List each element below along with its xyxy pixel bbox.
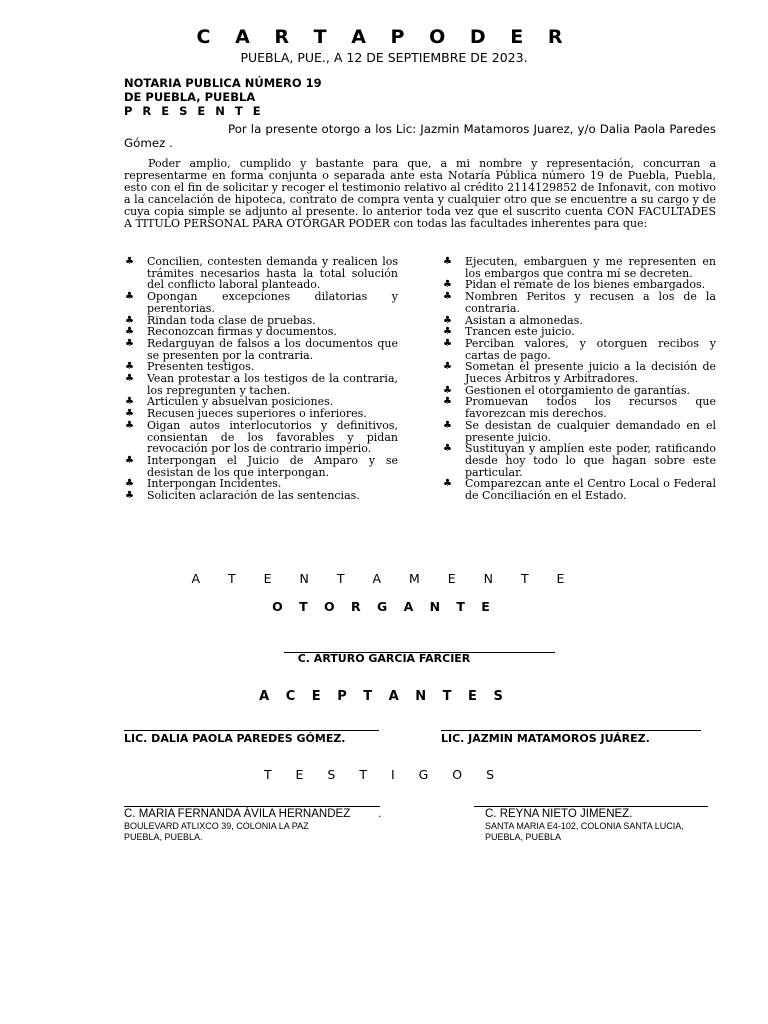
aceptante-2-signature-line <box>441 730 701 731</box>
power-item <box>442 256 716 279</box>
club-bullet-icon: ♣ <box>443 384 452 396</box>
power-item <box>124 338 398 361</box>
witness-2-name: C. REYNA NIETO JIMENEZ. <box>485 808 633 820</box>
power-item <box>442 361 716 384</box>
witness-1-address-line-2: PUEBLA, PUEBLA. <box>124 832 203 842</box>
club-bullet-icon: ♣ <box>443 443 452 455</box>
aceptante-1-name: LIC. DALIA PAOLA PAREDES GÓMEZ. <box>124 732 346 745</box>
power-item-text: Articulen y absuelvan posiciones. <box>147 395 334 409</box>
power-item <box>124 373 398 396</box>
power-item-text: Concilien, contesten demanda y realicen los trámites necesarios hasta la total solución del conflicto laboral planteado. <box>147 255 398 292</box>
power-item-text: Interpongan el Juicio de Amparo y se desistan de los que interpongan. <box>147 453 398 479</box>
power-item-text: Recusen jueces superiores o inferiores. <box>147 407 367 421</box>
club-bullet-icon: ♣ <box>125 454 134 466</box>
power-item-text: Ejecuten, embarguen y me representen en los embargos que contra mí se decreten. <box>465 255 716 280</box>
power-item-text: Opongan excepciones dilatorias y perentorias. <box>147 290 398 315</box>
witness-2 <box>485 808 684 843</box>
power-item-text: Soliciten aclaración de las sentencias. <box>147 489 360 503</box>
power-item-text: Trancen este juicio. <box>465 325 575 339</box>
club-bullet-icon: ♣ <box>443 396 452 408</box>
aceptantes-heading: A C E P T A N T E S <box>259 689 509 704</box>
power-item <box>442 338 716 361</box>
power-item-text: Presenten testigos. <box>147 360 255 374</box>
witness-2-address-line-2: PUEBLA, PUEBLA <box>485 832 562 842</box>
aceptante-2-name: LIC. JAZMIN MATAMOROS JUÁREZ. <box>441 732 650 745</box>
club-bullet-icon: ♣ <box>125 408 134 420</box>
grant-paragraph: Por la presente otorgo a los Lic: Jazmin Matamoros Juarez, y/o Dalia Paola Paredes Gómez . <box>124 122 716 150</box>
witness-1-address-line-1: BOULEVARD ATLIXCO 39, COLONIA LA PAZ <box>124 821 309 831</box>
club-bullet-icon: ♣ <box>443 419 452 431</box>
power-item <box>124 256 398 291</box>
addressee-line-1: NOTARIA PUBLICA NÚMERO 19 <box>124 76 322 90</box>
powers-list-right <box>442 256 716 502</box>
power-item <box>442 443 716 478</box>
powers-paragraph: Poder amplio, cumplido y bastante para que, a mi nombre y representación, concurran a representarme en forma conjunta o separada ante esta Notaría Pública número 19 de Puebla, Puebla, esto con el fin de solicitar y recoger el testimonio relativo al crédito 2114129852 de Infonavit, con motivo a la cancelación de hipoteca, contrato de compra venta y cualquier otro que se encuentre a su cargo y de cuya copia simple se adjunto al presente. lo anterior toda vez que el suscrito cuenta CON FACULTADES A TITULO PERSONAL PARA OTORGAR PODER con todas las facultades inherentes para que: <box>124 157 716 230</box>
power-item-text: Interpongan Incidentes. <box>147 477 282 491</box>
club-bullet-icon: ♣ <box>125 361 134 373</box>
club-bullet-icon: ♣ <box>443 478 452 490</box>
aceptante-1-signature-line <box>124 730 379 731</box>
club-bullet-icon: ♣ <box>125 337 134 349</box>
club-bullet-icon: ♣ <box>125 396 134 408</box>
powers-list-left <box>124 256 398 502</box>
power-item <box>442 396 716 419</box>
club-bullet-icon: ♣ <box>125 314 134 326</box>
addressee-line-2: DE PUEBLA, PUEBLA <box>124 90 256 104</box>
power-item <box>124 455 398 478</box>
witness-1-mark: . <box>378 808 382 820</box>
club-bullet-icon: ♣ <box>125 291 134 303</box>
power-item-text: Asistan a almonedas. <box>465 313 583 327</box>
witness-2-address-line-1: SANTA MARIA E4-102, COLONIA SANTA LUCIA, <box>485 821 684 831</box>
witness-1-signature-line <box>124 806 380 807</box>
power-item-text: Vean protestar a los testigos de la contraria, los repregunten y tachen. <box>147 372 398 397</box>
power-item <box>442 291 716 314</box>
power-item <box>124 291 398 314</box>
club-bullet-icon: ♣ <box>443 279 452 291</box>
witness-1 <box>124 808 381 843</box>
power-item-text: Pidan el remate de los bienes embargados. <box>465 278 706 292</box>
club-bullet-icon: ♣ <box>125 256 134 267</box>
club-bullet-icon: ♣ <box>443 314 452 326</box>
club-bullet-icon: ♣ <box>443 291 452 303</box>
club-bullet-icon: ♣ <box>443 326 452 338</box>
power-item-text: Oigan autos interlocutorios y definitivos, consientan de los favorables y pidan revocación por los de contrario imperio. <box>147 418 398 456</box>
club-bullet-icon: ♣ <box>443 361 452 373</box>
addressee-presente: P R E S E N T E <box>124 104 264 118</box>
power-item-text: Comparezcan ante el Centro Local o Federal de Conciliación en el Estado. <box>465 477 716 503</box>
club-bullet-icon: ♣ <box>125 326 134 338</box>
club-bullet-icon: ♣ <box>125 419 134 431</box>
club-bullet-icon: ♣ <box>443 256 452 267</box>
power-item <box>442 420 716 443</box>
otorgante-heading: O T O R G A N T E <box>272 599 496 614</box>
club-bullet-icon: ♣ <box>125 373 134 385</box>
power-item-text: Perciban valores, y otorguen recibos y cartas de pago. <box>465 336 716 362</box>
witness-1-name: C. MARIA FERNANDA ÁVILA HERNANDEZ . <box>124 808 382 820</box>
power-item <box>124 420 398 455</box>
power-item-text: Promuevan todos los recursos que favorezcan mis derechos. <box>465 395 716 421</box>
power-item-text: Gestionen el otorgamiento de garantías. <box>465 383 690 397</box>
otorgante-name: C. ARTURO GARCIA FARCIER <box>297 652 471 665</box>
power-item-text: Redarguyan de falsos a los documentos que se presenten por la contraria. <box>147 336 398 362</box>
place-and-date: PUEBLA, PUE., A 12 DE SEPTIEMBRE DE 2023. <box>240 50 528 65</box>
testigos-heading: T E S T I G O S <box>263 767 505 782</box>
witness-2-signature-line <box>474 806 708 807</box>
power-item-text: Se desistan de cualquier demandado en el presente juicio. <box>465 418 716 444</box>
atentamente-heading: A T E N T A M E N T E <box>191 571 577 586</box>
addressee-block <box>124 76 322 118</box>
power-item-text: Sustituyan y amplíen este poder, ratificando desde hoy todo lo que hagan sobre este particular. <box>465 442 716 479</box>
club-bullet-icon: ♣ <box>443 337 452 349</box>
power-item-text: Reconozcan firmas y documentos. <box>147 325 337 339</box>
document-title: C A R T A P O D E R <box>196 26 572 48</box>
club-bullet-icon: ♣ <box>125 490 134 502</box>
power-item-text: Sometan el presente juicio a la decisión de Jueces Árbitros y Arbitradores. <box>465 360 716 386</box>
power-item-text: Rindan toda clase de pruebas. <box>147 313 316 327</box>
power-item-text: Nombren Peritos y recusen a los de la contraria. <box>465 290 716 315</box>
power-item <box>124 490 398 502</box>
power-item <box>442 478 716 501</box>
club-bullet-icon: ♣ <box>125 478 134 490</box>
